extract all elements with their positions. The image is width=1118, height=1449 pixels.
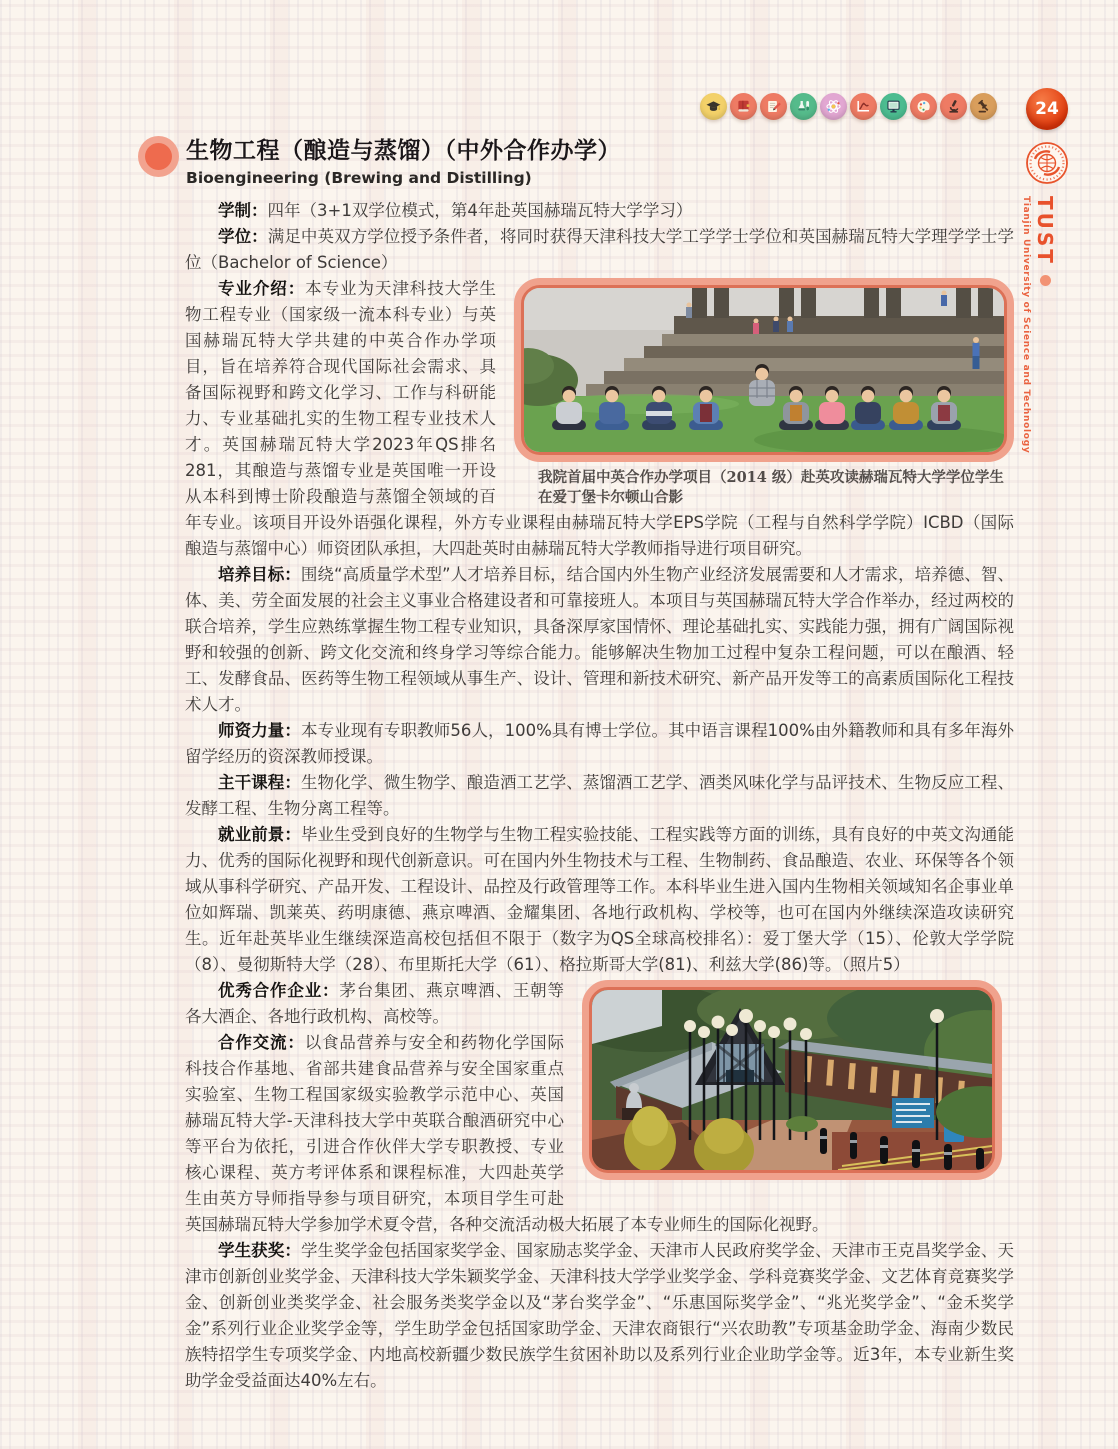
section-intro: 专业介绍：本专业为天津科技大学生物工程专业（国家级一流本科专业）与英国赫瑞瓦特大学共建的中英合作办学项目，旨在培养符合现代国际社会需求、具备国际视野和跨文化学习、工作与科研能力、专业基础扎实的生物工程专业技术人才。英国赫瑞瓦特大学2023年QS排名281，其酿造与蒸馏专业是英国唯一开设从本科到博士阶段酿造与蒸馏全领域的百年专业。该项目开设外语强化课程，外方专业课程由赫瑞瓦特大学EPS学院（工程与自然科学学院）ICBD（国际酿造与蒸馏中心）师资团队承担，大四赴英时由赫瑞瓦特大学教师指导进行项目研究。 — [185, 279, 1014, 558]
page-title: 生物工程（酿造与蒸馏）（中外合作办学） — [186, 138, 621, 164]
title-block — [137, 136, 1014, 188]
atom-icon — [820, 93, 847, 120]
tust-acronym: TUST — [1033, 196, 1057, 266]
page-subtitle: Bioengineering (Brewing and Distilling) — [186, 169, 532, 187]
section-awards: 学生获奖：学生奖学金包括国家奖学金、国家励志奖学金、天津市人民政府奖学金、天津市王克昌奖学金、天津市创新创业奖学金、天津科技大学朱颖奖学金、天津科技大学学业奖学金、学科竞赛奖学金、文艺体育竞赛奖学金、创新创业类奖学金、社会服务类奖学金以及“茅台奖学金”、“乐惠国际奖学金”、“兆光奖学金”、“金禾奖学金”系列行业企业奖学金等，学生助学金包括国家助学金、天津农商银行“兴农助教”专项基金助学金、海南少数民族特招学生专项奖学金、内地高校新疆少数民族学生贫困补助以及系列行业企业助学金等。近3年，本专业新生奖助学金受益面达40%左右。 — [185, 1241, 1015, 1390]
university-name-vertical: Tianjin University of Science and Technology — [1021, 196, 1031, 454]
pencil-paper-icon — [760, 93, 787, 120]
students-group-scene — [524, 288, 1004, 452]
book-icon — [730, 93, 757, 120]
section-partners: 优秀合作企业：茅台集团、燕京啤酒、王朝等各大酒企、各地行政机构、高校等。 — [185, 981, 565, 1026]
title-bullet-icon — [145, 143, 172, 170]
brand-dot — [1040, 275, 1051, 286]
article-content — [185, 136, 1014, 1394]
photo-caption: 我院首届中英合作办学项目（2014 级）赴英攻读赫瑞瓦特大学学位学生在爱丁堡卡尔顿山合影 — [538, 469, 1004, 506]
graph-icon — [850, 93, 877, 120]
chemistry-flasks-icon — [790, 93, 817, 120]
section-exchange: 合作交流：以食品营养与安全和药物化学国际科技合作基地、省部共建食品营养与安全国家重点实验室、生物工程国家级实验教学示范中心、英国赫瑞瓦特大学-天津科技大学中英联合酿酒研究中心等平台为依托，引进合作伙伴大学专职教授、专业核心课程、英方考评体系和课程标准，大四赴英学生由英方导师指导参与项目研究，本项目学生可赴英国赫瑞瓦特大学参加学术夏令营，各种交流活动极大拓展了本专业师生的国际化视野。 — [185, 1033, 829, 1234]
section-faculty: 师资力量：本专业现有专职教师56人，100%具有博士学位。其中语言课程100%由外籍教师和具有多年海外留学经历的资深教师授课。 — [185, 721, 1014, 766]
students-calton-hill-photo — [514, 278, 1014, 508]
section-goal: 培养目标：围绕“高质量学术型”人才培养目标，结合国内外生物产业经济发展需要和人才需求，培养德、智、体、美、劳全面发展的社会主义事业合格建设者和可靠接班人。本项目与英国赫瑞瓦特大学合作举办，经过两校的联合培养，学生应熟练掌握生物工程专业知识，具备深厚家国情怀、理论基础扎实、实践能力强，拥有广阔国际视野和较强的创新、跨文化交流和终身学习等综合能力。能够解决生物加工过程中复杂工程问题，可以在酿酒、轻工、发酵食品、医药等生物工程领域从事生产、设计、管理和新技术研究、新产品开发等工的高素质国际化工程技术人才。 — [185, 565, 1014, 714]
university-logo-icon — [1025, 141, 1069, 185]
section-courses: 主干课程：生物化学、微生物学、酿造酒工艺学、蒸馏酒工艺学、酒类风味化学与品评技术、生物反应工程、发酵工程、生物分离工程等。 — [185, 773, 1015, 818]
section-degree: 学位：满足中英双方学位授予条件者，将同时获得天津科技大学工学学士学位和英国赫瑞瓦特大学理学学士学位（Bachelor of Science） — [185, 227, 1015, 272]
computer-icon — [880, 93, 907, 120]
campus-building-scene — [592, 990, 992, 1170]
page-number-badge: 24 — [1026, 88, 1068, 130]
gavel-icon — [970, 93, 997, 120]
microscope-icon — [940, 93, 967, 120]
section-duration: 学制：四年（3+1双学位模式，第4年赴英国赫瑞瓦特大学学习） — [218, 201, 693, 220]
university-brand-vertical — [1021, 196, 1057, 453]
palette-icon — [910, 93, 937, 120]
graduation-cap-icon — [700, 93, 727, 120]
section-career: 就业前景：毕业生受到良好的生物学与生物工程实验技能、工程实践等方面的训练，具有良好的中英文沟通能力、优秀的国际化视野和现代创新意识。可在国内外生物技术与工程、生物制药、食品酿造、农业、环保等各个领域从事科学研究、产品开发、工程设计、品控及行政管理等工作。本科毕业生进入国内生物相关领域知名企事业单位如辉瑞、凯莱英、药明康德、燕京啤酒、金耀集团、各地行政机构、学校等，也可在国内外继续深造攻读研究生。近年赴英毕业生继续深造高校包括但不限于（数字为QS全球高校排名）：爱丁堡大学（15）、伦敦大学学院（8）、曼彻斯特大学（28）、布里斯托大学（61）、格拉斯哥大学(81)、利兹大学(86)等。（照片5） — [185, 825, 1015, 974]
header-icons-row — [700, 93, 997, 120]
heriot-watt-campus-photo — [582, 980, 1002, 1180]
